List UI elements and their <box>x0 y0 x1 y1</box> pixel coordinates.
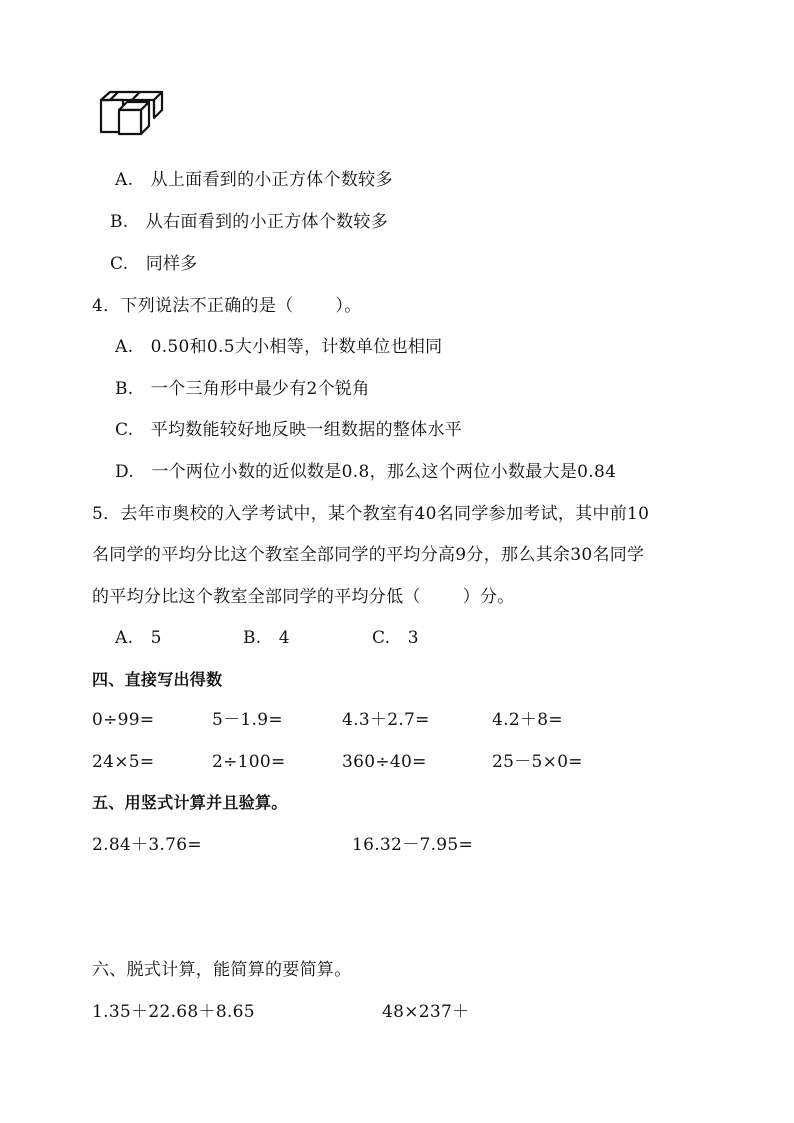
calc-item: 24×5= <box>92 752 155 772</box>
q5-stem-line2: 名同学的平均分比这个教室全部同学的平均分高9分，那么其余30名同学 <box>92 545 645 565</box>
section4-title: 四、直接写出得数 <box>92 670 223 689</box>
cube-stack-figure <box>98 88 166 138</box>
stepwise-calc-item: 1.35＋22.68＋8.65 <box>92 1002 255 1022</box>
q4-option-d[interactable]: D. 一个两位小数的近似数是0.8，那么这个两位小数最大是0.84 <box>115 462 617 482</box>
q5-stem-text: 的平均分比这个教室全部同学的平均分低（ <box>92 587 421 607</box>
q5-stem-line3 <box>92 585 515 609</box>
q4-stem-text: 4．下列说法不正确的是（ <box>92 296 294 316</box>
q5-option-a[interactable]: A. 5 <box>115 628 162 648</box>
q3-option-c[interactable]: C. 同样多 <box>110 254 198 274</box>
section6-title: 六、脱式计算，能简算的要简算。 <box>92 960 352 980</box>
q4-option-c[interactable]: C. 平均数能较好地反映一组数据的整体水平 <box>115 420 463 440</box>
section5-title: 五、用竖式计算并且验算。 <box>92 793 288 812</box>
q3-option-b[interactable]: B. 从右面看到的小正方体个数较多 <box>110 212 388 232</box>
calc-item: 5－1.9= <box>212 710 283 730</box>
calc-item: 25－5×0= <box>492 752 583 772</box>
q5-option-c[interactable]: C. 3 <box>372 628 419 648</box>
q4-option-b[interactable]: B. 一个三角形中最少有2个锐角 <box>115 379 370 399</box>
q3-option-a[interactable]: A. 从上面看到的小正方体个数较多 <box>115 170 393 190</box>
q4-stem-end: ）。 <box>335 296 362 316</box>
calc-item: 360÷40= <box>342 752 427 772</box>
calc-item: 0÷99= <box>92 710 155 730</box>
q5-stem-line1: 5．去年市奥校的入学考试中，某个教室有40名同学参加考试，其中前10 <box>92 504 650 524</box>
q4-option-a[interactable]: A. 0.50和0.5大小相等，计数单位也相同 <box>115 337 443 357</box>
q4-stem <box>92 294 362 318</box>
calc-item: 4.2＋8= <box>492 710 563 730</box>
vertical-calc-item: 16.32－7.95= <box>352 835 474 855</box>
q5-stem-end: ）分。 <box>462 587 515 607</box>
stepwise-calc-item: 48×237＋ <box>382 1002 470 1022</box>
calc-item: 2÷100= <box>212 752 286 772</box>
vertical-calc-item: 2.84＋3.76= <box>92 835 202 855</box>
q5-option-b[interactable]: B. 4 <box>243 628 290 648</box>
calc-item: 4.3＋2.7= <box>342 710 430 730</box>
